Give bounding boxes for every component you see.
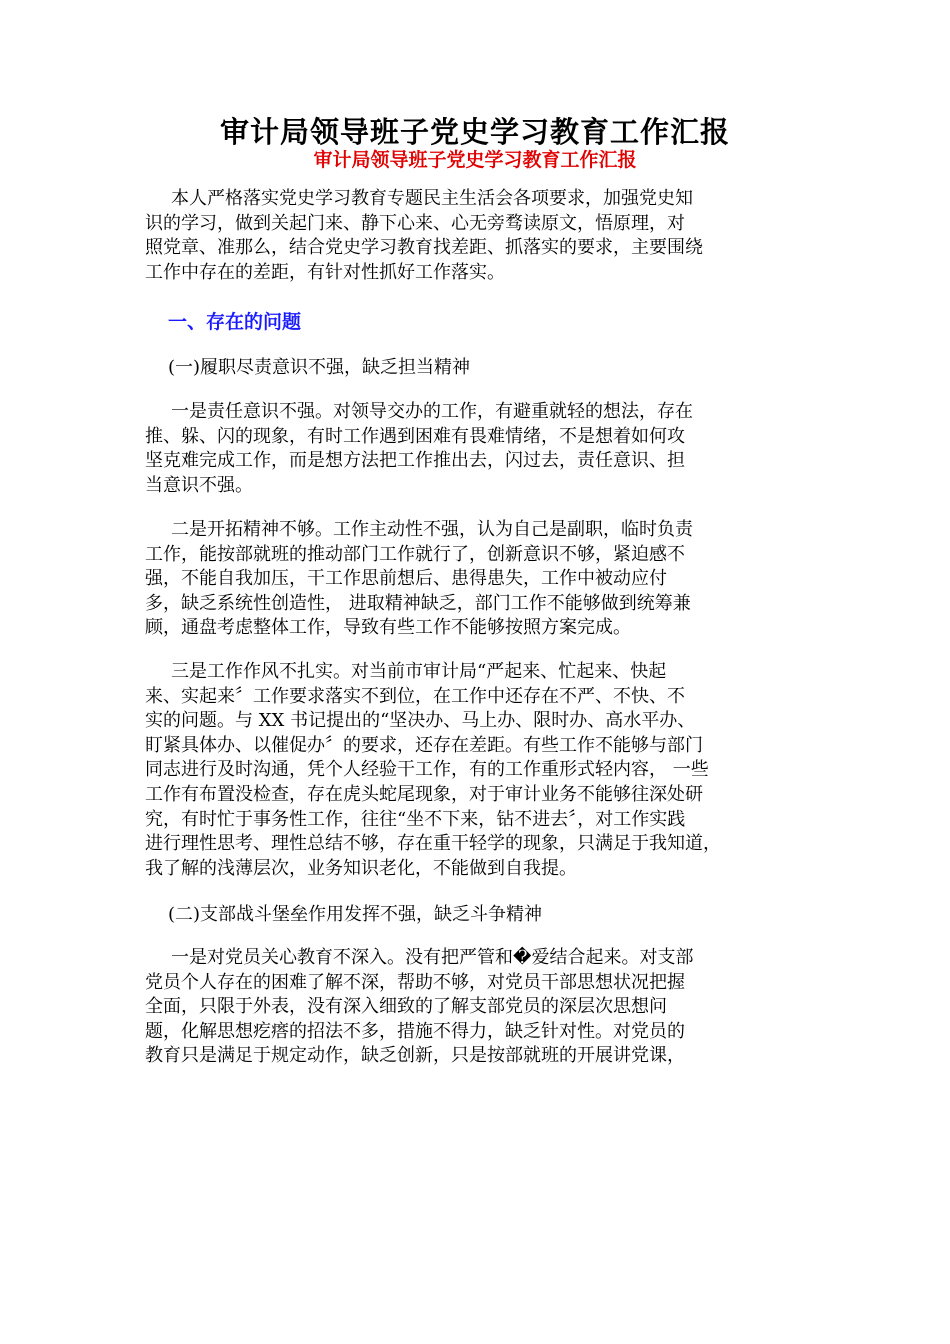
intro-line: 工作中存在的差距，有针对性抓好工作落实。: [145, 261, 505, 283]
paragraph-line: 工作有布置没检查，存在虎头蛇尾现象，对于审计业务不能够往深处研: [145, 783, 703, 805]
section-heading-problems: 一、存在的问题: [168, 311, 302, 333]
document-title: 审计局领导班子党史学习教育工作汇报: [219, 115, 730, 149]
paragraph-line: 进行理性思考、理性总结不够，存在重干轻学的现象，只满足于我知道，: [145, 833, 721, 855]
paragraph-line: 顾，通盘考虑整体工作，导致有些工作不能够按照方案完成。: [145, 617, 631, 639]
paragraph-line: 三是工作作风不扎实。对当前市审计局“严起来、忙起来、快起: [171, 661, 667, 682]
paragraph-line: 当意识不强。: [145, 474, 253, 496]
paragraph-line: 全面，只限于外表，没有深入细致的了解支部党员的深层次思想问: [145, 996, 667, 1018]
paragraph-line: 题，化解思想疙瘩的招法不多，措施不得力，缺乏针对性。对党员的: [145, 1020, 685, 1042]
paragraph-work-style: [145, 660, 805, 881]
intro-line: 本人严格落实党史学习教育专题民主生活会各项要求，加强党史知: [171, 188, 693, 209]
paragraph-pioneering: [145, 518, 805, 641]
paragraph-line: 来、实起来〞工作要求落实不到位，在工作中还存在不严、不快、不: [145, 685, 685, 707]
paragraph-line: 二是开拓精神不够。工作主动性不强，认为自己是副职，临时负责: [171, 519, 693, 540]
paragraph-line: 党员个人存在的困难了解不深，帮助不够，对党员干部思想状况把握: [145, 971, 685, 993]
intro-line: 照党章、准那么，结合党史学习教育找差距、抓落实的要求，主要围绕: [145, 237, 703, 259]
document-subtitle: 审计局领导班子党史学习教育工作汇报: [313, 149, 637, 171]
paragraph-line: 工作，能按部就班的推动部门工作就行了，创新意识不够，紧迫感不: [145, 543, 685, 565]
paragraph-line: 盯紧具体办、以催促办〞的要求，还存在差距。有些工作不能够与部门: [145, 734, 703, 756]
intro-line: 识的学习，做到关起门来、静下心来、心无旁骛读原文，悟原理，对: [145, 212, 685, 234]
intro-paragraph: [145, 187, 805, 285]
paragraph-line: 究，有时忙于事务性工作，往往“坐不下来，钻不进去〞，对工作实践: [145, 808, 686, 830]
paragraph-line: 推、躲、闪的现象，有时工作遇到困难有畏难情绪，不是想着如何攻: [145, 425, 685, 447]
paragraph-responsibility: [145, 400, 805, 498]
paragraph-line: 教育只是满足于规定动作，缺乏创新，只是按部就班的开展讲党课，: [145, 1045, 685, 1067]
subsection-heading-2: (二)支部战斗堡垒作用发挥不强，缺乏斗争精神: [168, 904, 543, 925]
paragraph-line: 多，缺乏系统性创造性， 进取精神缺乏，部门工作不能够做到统筹兼: [145, 592, 691, 614]
paragraph-line: 我了解的浅薄层次，业务知识老化，不能做到自我提。: [145, 857, 577, 879]
paragraph-line: 实的问题。与 XX 书记提出的“坚决办、马上办、限时办、高水平办、: [145, 710, 696, 732]
paragraph-party-education: [145, 946, 805, 1069]
paragraph-line: 强，不能自我加压，干工作思前想后、患得患失，工作中被动应付: [145, 568, 667, 590]
paragraph-line: 一是对党员关心教育不深入。没有把严管和�爱结合起来。对支部: [171, 947, 694, 968]
paragraph-line: 坚克难完成工作，而是想方法把工作推出去，闪过去，责任意识、担: [145, 450, 685, 472]
paragraph-line: 同志进行及时沟通，凭个人经验干工作，有的工作重形式轻内容， 一些: [145, 759, 709, 781]
subsection-heading-1: (一)履职尽责意识不强，缺乏担当精神: [168, 357, 471, 378]
paragraph-line: 一是责任意识不强。对领导交办的工作，有避重就轻的想法，存在: [171, 401, 693, 422]
